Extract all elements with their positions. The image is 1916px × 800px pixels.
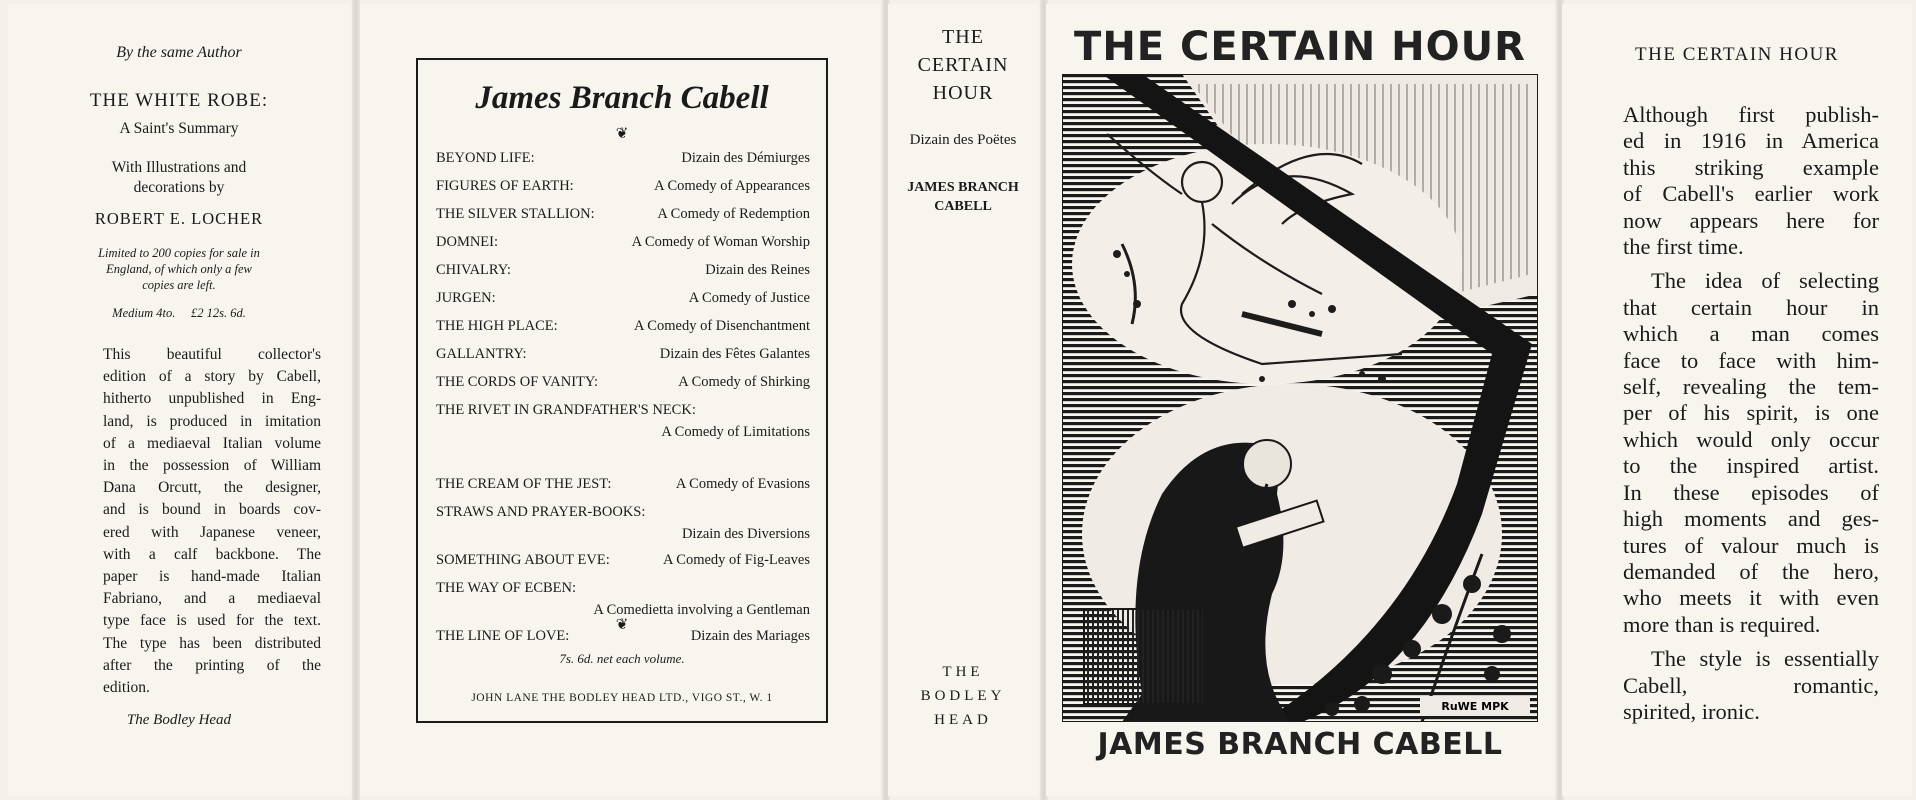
book-entry [436,234,810,256]
advert-price: 7s. 6d. net each volume. [559,651,685,666]
blurb-line: the first time. [1623,234,1744,260]
blurb-line: Cabell, romantic, [1623,672,1879,698]
book-title: THE WAY OF ECBEN: [436,580,577,596]
book-title: GALLANTRY: [436,346,527,362]
book-subtitle: A Comedy of Justice [688,290,810,306]
blurb-line: more than is required. [1623,611,1821,637]
book-title: DOMNEI: [436,234,499,250]
book-title: THE CREAM OF THE JEST: [436,476,612,492]
description-line: of a mediaeval Italian volume [103,434,321,452]
book-entry [436,374,810,396]
blurb-line: The style is essentially [1651,646,1879,672]
spine-author-1: JAMES BRANCH [907,180,1019,195]
front-cover [1046,4,1554,796]
book-title: THE SILVER STALLION: [436,206,595,222]
book-title: SOMETHING ABOUT EVE: [436,552,610,568]
book-entry [436,178,810,200]
description-line: Fabriano, and a mediaeval [103,590,321,608]
book-entry [436,346,810,368]
book-title: STRAWS AND PRAYER-BOOKS: [436,504,646,520]
book-subtitle: A Comedy of Evasions [675,476,810,492]
ornament-icon: ❦ [615,126,629,142]
book-subtitle: A Comedy of Disenchantment [634,318,810,334]
description-line: after the printing of the [103,656,321,674]
fold-line [352,0,360,800]
spine-publisher-1: THE [942,664,984,680]
spine [888,4,1038,796]
back-cover [360,4,880,796]
book-subtitle: A Comedy of Redemption [657,206,810,222]
book-subtitle: Dizain des Mariages [690,628,810,644]
book-entry [436,402,810,446]
front-flap-heading: THE CERTAIN HOUR [1635,44,1839,65]
advert-heading: James Branch Cabell [475,80,769,116]
book-title: THE HIGH PLACE: [436,318,558,334]
blurb-line: In these episodes of [1623,479,1879,505]
blurb-line: spirited, ironic. [1623,698,1760,724]
description-line: This beautiful collector's [103,346,321,363]
book-title: THE RIVET IN GRANDFATHER'S NECK: [436,402,696,418]
blurb-line: now appears here for [1623,207,1879,233]
blurb-line: tures of valour much is [1623,532,1879,558]
book-subtitle: Dizain des Reines [705,262,810,278]
blurb-line: self, revealing the tem- [1623,374,1879,400]
book-title: CHIVALRY: [436,262,511,278]
blurb-line: which a man comes [1623,321,1879,347]
blurb-line: this striking example [1623,154,1879,180]
spine-publisher-2: BODLEY [920,688,1006,704]
blurb-line: of Cabell's earlier work [1623,181,1879,207]
spine-author-2: CABELL [934,199,992,214]
book-title: THE CORDS OF VANITY: [436,374,599,390]
book-entry [436,206,810,228]
book-title: BEYOND LIFE: [436,150,535,166]
back-flap [8,4,350,796]
book-entry [436,552,810,574]
limited-line-1: Limited to 200 copies for sale in [98,246,260,260]
back-flap-description [103,344,321,699]
cover-woodcut-illustration [1062,74,1538,722]
book-title: JURGEN: [436,290,496,306]
book-subtitle: A Comedy of Appearances [654,178,810,194]
book-entry [436,290,810,312]
description-line: hitherto unpublished in Eng- [103,390,321,408]
books-advert-box [416,58,828,723]
blurb-line: ed in 1916 in America [1623,128,1879,154]
spine-title-2: CERTAIN [917,54,1009,76]
blurb-line: The idea of selecting [1651,268,1879,294]
blurb-line: which would only occur [1623,426,1879,452]
book-entry [436,262,810,284]
book-subtitle: Dizain des Démiurges [681,150,810,166]
book-title: THE LINE OF LOVE: [436,628,570,644]
spine-publisher-3: HEAD [934,712,992,728]
illustrator-name: ROBERT E. LOCHER [94,209,264,228]
limited-line-3: copies are left. [142,278,216,292]
description-line: land, is produced in imitation [103,412,321,430]
book-subtitle: A Comedy of Fig-Leaves [663,552,810,568]
book-entry [436,476,810,498]
illustrations-line-1: With Illustrations and [111,159,247,176]
description-line: and is bound in boards cov- [103,501,321,519]
artist-signature: RuWE MPK [1441,700,1509,713]
book-title: FIGURES OF EARTH: [436,178,574,194]
description-line: with a calf backbone. The [103,545,321,563]
blurb-line: to the inspired artist. [1623,453,1879,479]
blurb-line: high moments and ges- [1623,506,1879,532]
by-same-author: By the same Author [116,44,242,61]
description-line: The type has been distributed [103,634,321,652]
blurb-line: Although first publish- [1623,102,1879,127]
book-subtitle: A Comedy of Limitations [661,424,810,440]
blurb-line: demanded of the hero, [1623,558,1879,584]
blurb-line: face to face with him- [1623,347,1879,373]
book-subtitle: Dizain des Fêtes Galantes [659,346,810,362]
book-entry [436,504,810,548]
book-subtitle: A Comedy of Shirking [678,374,810,390]
blurb-line: per of his spirit, is one [1623,400,1879,426]
blurb-line: who meets it with even [1623,585,1879,611]
cover-title: THE CERTAIN HOUR [1074,24,1526,70]
limited-line-2: England, of which only a few [106,262,252,276]
book-subtitle: A Comedietta involving a Gentleman [593,602,810,618]
price-line: Medium 4to. £2 12s. 6d. [112,306,246,320]
cover-author: JAMES BRANCH CABELL [1097,727,1503,762]
description-line: type face is used for the text. [103,612,321,630]
spine-title-3: HOUR [932,82,994,104]
description-line: in the possession of William [103,457,321,475]
back-flap-publisher: The Bodley Head [126,712,232,728]
book-entry [436,318,810,340]
illustrations-line-2: decorations by [133,179,225,196]
ornament-icon: ❦ [615,617,629,633]
ad-book-title: THE WHITE ROBE: [89,90,269,111]
description-line: Dana Orcutt, the designer, [103,479,321,497]
book-subtitle: Dizain des Diversions [681,526,810,542]
description-line: edition. [103,679,150,697]
book-entry [436,150,810,172]
front-flap [1562,4,1912,796]
spine-title-1: THE [942,26,984,48]
description-line: edition of a story by Cabell, [103,368,321,386]
description-line: paper is hand-made Italian [103,568,321,586]
advert-publisher: JOHN LANE THE BODLEY HEAD LTD., VIGO ST., W. 1 [471,692,773,704]
front-flap-blurb [1623,102,1879,725]
spine-subtitle: Dizain des Poëtes [909,132,1017,148]
book-subtitle: A Comedy of Woman Worship [631,234,810,250]
blurb-line: that certain hour in [1623,294,1879,320]
ad-book-subtitle: A Saint's Summary [119,120,239,137]
description-line: ered with Japanese veneer, [103,523,321,541]
